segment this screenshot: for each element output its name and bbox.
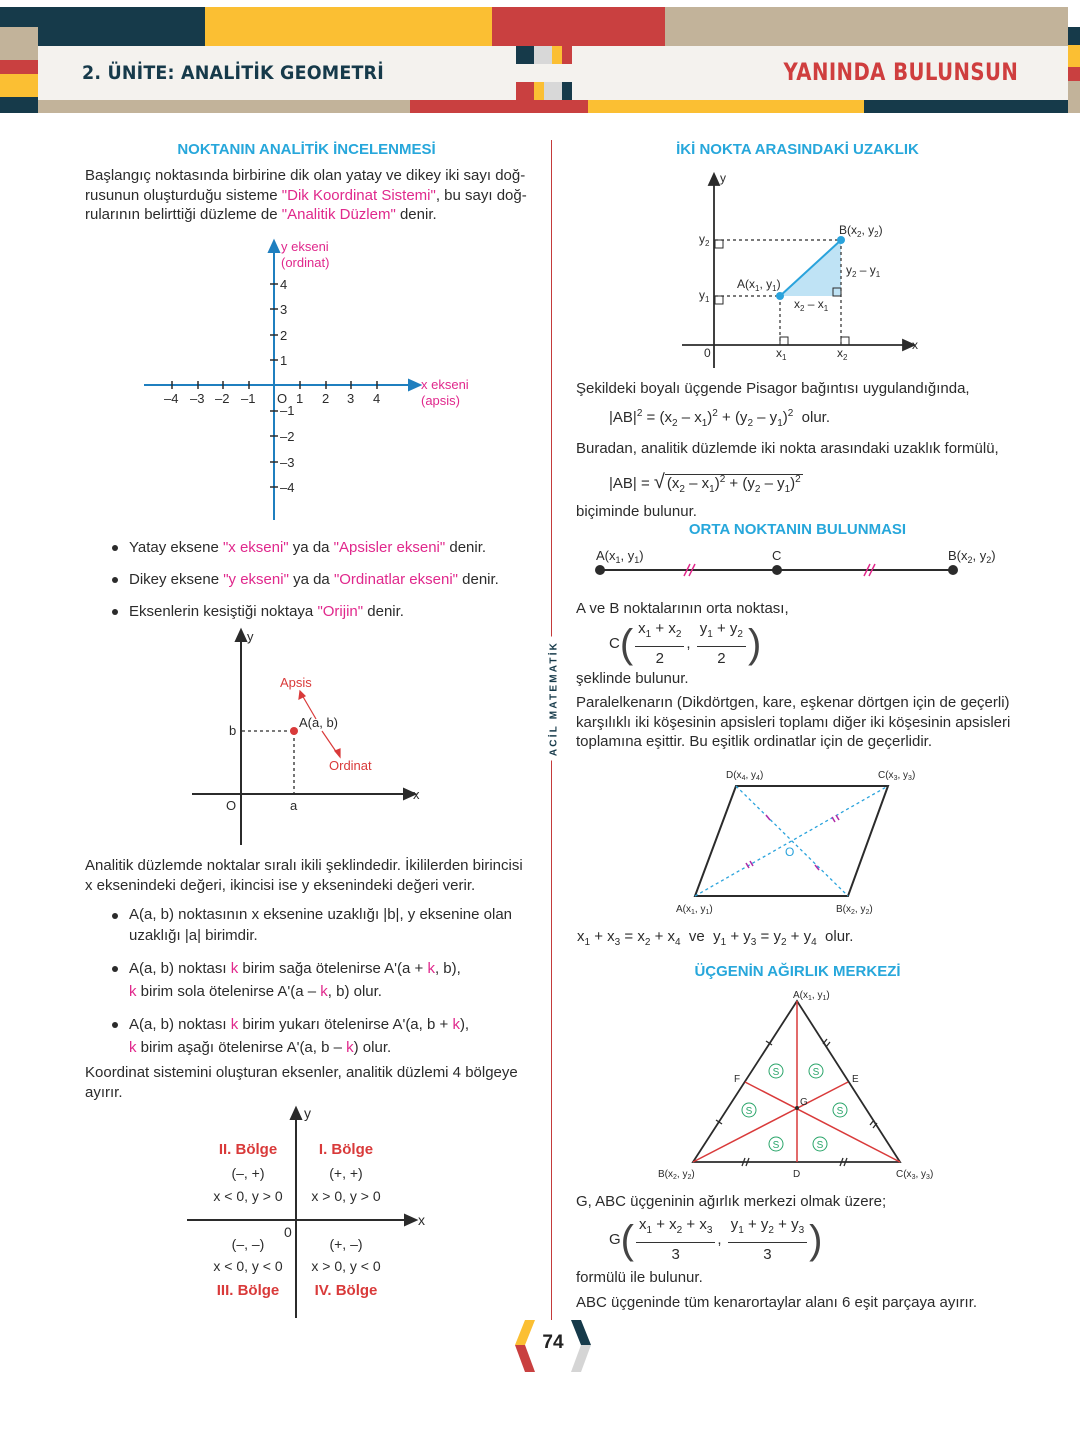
- svg-text:(–, +): (–, +): [231, 1165, 265, 1181]
- svg-text:IV. Bölge: IV. Bölge: [314, 1282, 378, 1299]
- svg-text:II. Bölge: II. Bölge: [218, 1141, 278, 1158]
- svg-text:A(a, b): A(a, b): [299, 715, 339, 730]
- svg-text:x ekseni: x ekseni: [421, 377, 469, 392]
- svg-text:F: F: [734, 1074, 741, 1085]
- svg-text:–1: –1: [241, 391, 256, 406]
- svg-text:B(x2, y2): $B(x_2$, $y_2$): [948, 548, 996, 565]
- svg-text:–4: –4: [280, 480, 295, 495]
- svg-text:x: x: [413, 787, 420, 802]
- quadrants-figure: [180, 1100, 440, 1322]
- svg-text:b: b: [229, 723, 237, 738]
- midpoint-segment-figure: [590, 544, 1010, 580]
- svg-text:x > 0, y > 0: x > 0, y > 0: [311, 1188, 381, 1204]
- svg-text:(apsis): (apsis): [421, 393, 461, 408]
- svg-text:III. Bölge: III. Bölge: [216, 1282, 280, 1299]
- svg-text:A(x1, y1): $A(x_1$, $y_1$): [737, 277, 781, 293]
- svg-text:C: C: [772, 548, 782, 563]
- svg-text:(+, +): (+, +): [329, 1165, 363, 1181]
- section-title-midpoint: ORTA NOKTANIN BULUNMASI: [688, 521, 907, 538]
- svg-text:–2: –2: [280, 429, 295, 444]
- svg-text:x < 0, y < 0: x < 0, y < 0: [213, 1258, 283, 1274]
- svg-text:D(x4, y4): $D(x_4$, $y_4$): [726, 770, 764, 782]
- point-coordinates-figure: [180, 625, 440, 850]
- bullet-y-axis: Dikey eksene "y ekseni" ya da "Ordinatlar ekseni" denir.: [85, 568, 499, 591]
- svg-text:4: 4: [280, 277, 288, 292]
- svg-text:y1: $y_1$: [699, 288, 710, 304]
- svg-text:1: 1: [296, 391, 304, 406]
- bullet-distance-to-axes: A(a, b) noktasının x eksenine uzaklığı |b|, y eksenine olan uzaklığı |a| birimdir.: [85, 904, 512, 946]
- svg-text:y2: $y_2$: [699, 232, 710, 248]
- pythagoras-formula: $|AB|^2 = (x_2 - x_1)^2 + (y_2 - y_1)^2$ olur.: [609, 408, 831, 429]
- svg-text:B(x2, y2): $B(x_2$, $y_2$): [836, 904, 873, 916]
- svg-text:–3: –3: [190, 391, 205, 406]
- svg-text:Ordinat: Ordinat: [329, 758, 372, 773]
- bullet-origin: Eksenlerin kesiştiği noktaya "Orijin" denir.: [85, 600, 404, 623]
- svg-text:1: 1: [280, 353, 288, 368]
- distance-paragraph: Şekildeki boyalı üçgende Pisagor bağıntısı uygulandığında, $|AB|^2 = (x_2 - x_1)^2 + (y_2 - y_1)^2$ olur. Buradan, analitik düzlemde iki nokta arasındaki uzaklık formülü, |AB| = √ $(x_2 - x_1)^2 + (y_2 - y_1)^2$ biçiminde bulunur.: [576, 376, 1036, 524]
- svg-text:S: S: [772, 1140, 780, 1151]
- svg-text:O: O: [226, 798, 237, 813]
- svg-text:x: x: [912, 338, 918, 352]
- midpoint-formula: C ( $\frac{x_1 + x_2}{2}$ , $\frac{y_1 + y_2}{2}$ ): [609, 619, 762, 667]
- svg-text:C(x3, y3): $C(x_3$, $y_3$): [896, 1169, 934, 1181]
- svg-text:(+, –): (+, –): [329, 1236, 363, 1252]
- svg-text:A(x1, y1): $A(x_1$, $y_1$): [596, 548, 644, 565]
- intro-paragraph: Başlangıç noktasında birbirine dik olan yatay ve dikey iki sayı doğ- rusunun oluşturduğu sisteme "Dik Koordinat Sistemi", bu sayı doğ- rularının belirttiği düzleme de "Analitik Düzlem" denir.: [85, 167, 527, 223]
- svg-text:x < 0, y > 0: x < 0, y > 0: [213, 1188, 283, 1204]
- svg-text:O: O: [785, 845, 795, 859]
- svg-text:S: S: [816, 1140, 824, 1151]
- centroid-triangle-figure: [650, 986, 950, 1182]
- svg-text:–2: –2: [215, 391, 230, 406]
- quadrants-paragraph: Koordinat sistemini oluşturan eksenler, analitik düzlemi 4 bölgeye ayırır.: [85, 1064, 518, 1101]
- distance-figure: [670, 168, 930, 368]
- svg-text:y: y: [304, 1105, 311, 1121]
- svg-text:x: x: [418, 1212, 425, 1228]
- svg-text:y: y: [247, 629, 254, 644]
- brand-title: YANINDA BULUNSUN: [783, 58, 1018, 86]
- svg-text:A(x1, y1): $A(x_1$, $y_1$): [676, 904, 713, 916]
- svg-text:y2 – y1: $y_2 - y_1$: [846, 263, 881, 279]
- midpoint-paragraph: A ve B noktalarının orta noktası, C ( $\frac{x_1 + x_2}{2}$ , $\frac{y_1 + y_2}{2}$ ) şeklinde bulunur. Paralelkenarın (Dikdörtgen, kare, eşkenar dörtgen için de geçerli) karşılıklı iki köşesinin apsisleri toplamı diğer iki köşesinin apsisleri toplamına eşittir. Bu eşitlik ordinatlar için de geçerlidir.: [576, 599, 1036, 752]
- unit-title: 2. ÜNİTE: ANALİTİK GEOMETRİ: [82, 62, 384, 84]
- svg-text:3: 3: [280, 302, 288, 317]
- svg-text:D: D: [793, 1169, 801, 1180]
- svg-text:B(x2, y2): $B(x_2$, $y_2$): [839, 223, 883, 239]
- parallelogram-formula: $x_1 + x_3 = x_2 + x_4$ ve $y_1 + y_3 = y_2 + y_4$ olur.: [577, 928, 854, 948]
- centroid-formula: G ( $\frac{x_1 + x_2 + x_3}{3}$ , $\frac{y_1 + y_2 + y_3}{3}$ ): [609, 1215, 823, 1263]
- svg-text:a: a: [290, 798, 298, 813]
- section-title-point-analysis: NOKTANIN ANALİTİK İNCELENMESİ: [177, 141, 436, 158]
- spine-brand: ACİL MATEMATİK: [544, 635, 564, 765]
- svg-text:–4: –4: [164, 391, 179, 406]
- ordered-pair-paragraph: Analitik düzlemde noktalar sıralı ikili şeklindedir. İkililerden birincisi x eksenindeki değeri, ikincisi ise y eksenindeki değeri verir.: [85, 857, 523, 894]
- svg-text:C(x3, y3): $C(x_3$, $y_3$): [878, 770, 916, 782]
- svg-text:O: O: [277, 391, 288, 406]
- svg-text:(–, –): (–, –): [231, 1236, 265, 1252]
- section-title-distance: İKİ NOKTA ARASINDAKİ UZAKLIK: [676, 141, 919, 158]
- svg-text:Apsis: Apsis: [280, 675, 312, 690]
- svg-text:S: S: [836, 1106, 844, 1117]
- svg-text:G: G: [800, 1097, 808, 1108]
- bullet-x-axis: Yatay eksene "x ekseni" ya da "Apsisler ekseni" denir.: [85, 536, 486, 559]
- distance-formula: |AB| = √ $(x_2 - x_1)^2 + (y_2 - y_1)^2$: [609, 471, 801, 495]
- svg-text:S: S: [812, 1067, 820, 1078]
- svg-text:–3: –3: [280, 455, 295, 470]
- svg-text:B(x2, y2): $B(x_2$, $y_2$): [658, 1169, 695, 1181]
- svg-text:x2 – x1: $x_2 - x_1$: [794, 297, 829, 313]
- svg-text:x > 0, y < 0: x > 0, y < 0: [311, 1258, 381, 1274]
- svg-text:3: 3: [347, 391, 355, 406]
- svg-text:2: 2: [280, 328, 288, 343]
- bullet-vertical-translation: A(a, b) noktası k birim yukarı ötelenirse A'(a, b + k), k birim aşağı ötelenirse A'(a, b – k) olur.: [85, 1013, 469, 1059]
- svg-text:y ekseni: y ekseni: [281, 239, 329, 254]
- svg-text:A(x1, y1): $A(x_1$, $y_1$): [793, 990, 830, 1002]
- bullet-horizontal-translation: A(a, b) noktası k birim sağa ötelenirse A'(a + k, b), k birim sola ötelenirse A'(a – k, b) olur.: [85, 957, 461, 1003]
- svg-text:S: S: [745, 1106, 753, 1117]
- svg-text:0: 0: [284, 1224, 292, 1240]
- svg-text:(ordinat): (ordinat): [281, 255, 330, 270]
- svg-text:E: E: [852, 1074, 859, 1085]
- page-number: 74: [542, 1332, 564, 1353]
- parallelogram-figure: [670, 764, 930, 919]
- svg-text:x2: $x_2$: [837, 346, 848, 362]
- svg-text:x1: $x_1$: [776, 346, 787, 362]
- svg-text:y: y: [720, 171, 726, 185]
- svg-text:I. Bölge: I. Bölge: [318, 1141, 374, 1158]
- centroid-paragraph: G, ABC üçgeninin ağırlık merkezi olmak üzere; G ( $\frac{x_1 + x_2 + x_3}{3}$ , $\frac{y_1 + y_2 + y_3}{3}$ ) formülü ile bulunur. ABC üçgeninde tüm kenarortaylar alanı 6 eşit parçaya ayırır.: [576, 1192, 1036, 1313]
- svg-text:–1: –1: [280, 403, 295, 418]
- svg-text:0: 0: [704, 346, 711, 360]
- svg-text:4: 4: [373, 391, 381, 406]
- svg-text:2: 2: [322, 391, 330, 406]
- svg-text:S: S: [772, 1067, 780, 1078]
- section-title-centroid: ÜÇGENİN AĞIRLIK MERKEZİ: [694, 963, 901, 980]
- coordinate-axes-figure: [130, 235, 490, 530]
